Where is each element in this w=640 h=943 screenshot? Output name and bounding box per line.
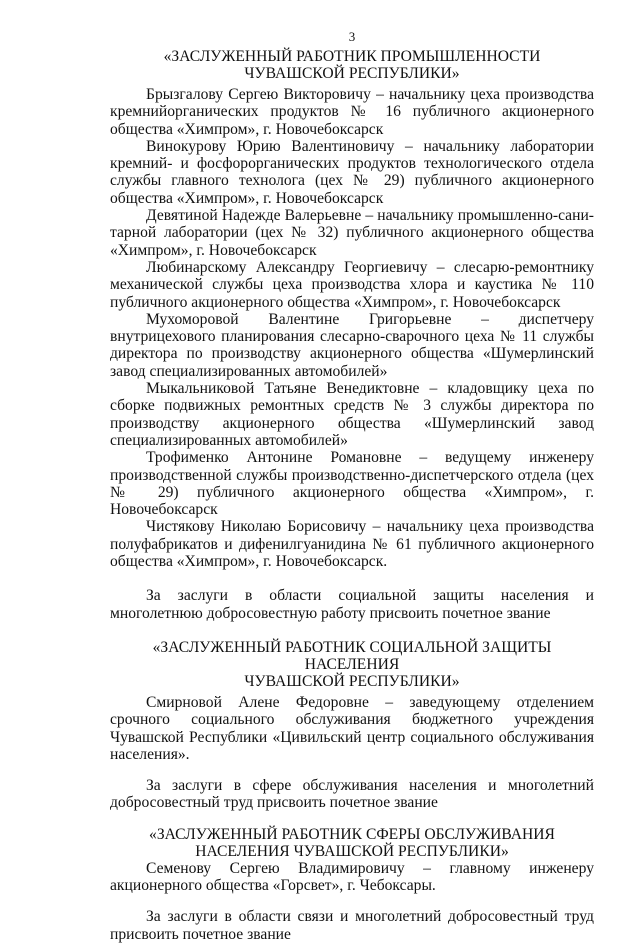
- section-communications: [110, 908, 594, 943]
- award-recipient-paragraph: Трофименко Антонине Романовне – ведущему инженеру производственной службы производственно-диспетчерского отдела (цех № 29) публичного акционерного общества «Химпром», г. Новочебоксарск: [110, 449, 594, 519]
- section-title-line: «ЗАСЛУЖЕННЫЙ РАБОТНИК СФЕРЫ ОБСЛУЖИВАНИЯ: [149, 825, 555, 843]
- award-recipient-paragraph: Любинарскому Александру Георгиевичу – слесарю-ремонтнику механической службы цеха производства хлора и каустика № 110 публичного акционерного общества «Химпром», г. Новочебоксарск: [110, 258, 594, 311]
- document-page: [110, 30, 594, 943]
- award-intro-paragraph: За заслуги в области связи и многолетний добросовестный труд присвоить почетное звание: [110, 908, 594, 943]
- award-recipient-paragraph: Мыкальниковой Татьяне Венедиктовне – кладовщику цеха по сборке подвижных ремонтных средств № 3 службы директора по производству акционерного общества «Шумерлинский завод специализированных автомобилей»: [110, 380, 594, 449]
- award-recipient-paragraph: Винокурову Юрию Валентиновичу – начальнику лаборатории кремний- и фосфорорганических продуктов технологического отдела службы главного технолога (цех № 29) публичного акционерного общества «Химпром», г. Новочебоксарск: [110, 137, 594, 207]
- award-recipient-paragraph: Чистякову Николаю Борисовичу – начальнику цеха производства полуфабрикатов и дифенилгуанидина № 61 публичного акционерного общества «Химпром», г. Новочебоксарск.: [110, 518, 594, 571]
- section-public-service: [110, 777, 594, 894]
- section-title-line: ЧУВАШСКОЙ РЕСПУБЛИКИ»: [244, 65, 460, 82]
- section-title-line: НАСЕЛЕНИЯ ЧУВАШСКОЙ РЕСПУБЛИКИ»: [195, 842, 509, 860]
- section-social-protection: [110, 587, 594, 763]
- award-intro-paragraph: За заслуги в сфере обслуживания населения и многолетний добросовестный труд присвоить почетное звание: [110, 777, 594, 812]
- award-recipient-paragraph: Брызгалову Сергею Викторовичу – начальнику цеха производства кремнийорганических продуктов № 16 публичного акционерного общества «Химпром», г. Новочебоксарск: [110, 86, 594, 138]
- award-recipient-paragraph: Мухоморовой Валентине Григорьевне – диспетчеру внутрицехового планирования слесарно-сварочного цеха № 11 службы директора по производству акционерного общества «Шумерлинский завод специализированных автомобилей»: [110, 310, 594, 380]
- section-title-line: «ЗАСЛУЖЕННЫЙ РАБОТНИК СОЦИАЛЬНОЙ ЗАЩИТЫ НАСЕЛЕНИЯ: [152, 638, 552, 673]
- award-recipient-paragraph: Смирновой Алене Федоровне – заведующему отделением срочного социального обслуживания бюджетного учреждения Чувашской Республики «Цивильский центр социального обслуживания населения».: [110, 693, 594, 763]
- award-intro-paragraph: За заслуги в области социальной защиты населения и многолетнюю добросовестную работу присвоить почетное звание: [110, 587, 594, 622]
- section-title-line: «ЗАСЛУЖЕННЫЙ РАБОТНИК ПРОМЫШЛЕННОСТИ: [163, 48, 541, 65]
- award-recipient-paragraph: Семенову Сергею Владимировичу – главному инженеру акционерного общества «Горсвет», г. Чебоксары.: [110, 859, 594, 894]
- page-number: 3: [348, 29, 356, 44]
- award-recipient-paragraph: Девятиной Надежде Валерьевне – начальнику промышленно-санитарной лаборатории (цех № 32) публичного акционерного общества «Химпром», г. Новочебоксарск: [110, 207, 594, 259]
- section-title-line: ЧУВАШСКОЙ РЕСПУБЛИКИ»: [244, 672, 460, 690]
- section-industry: [110, 48, 594, 570]
